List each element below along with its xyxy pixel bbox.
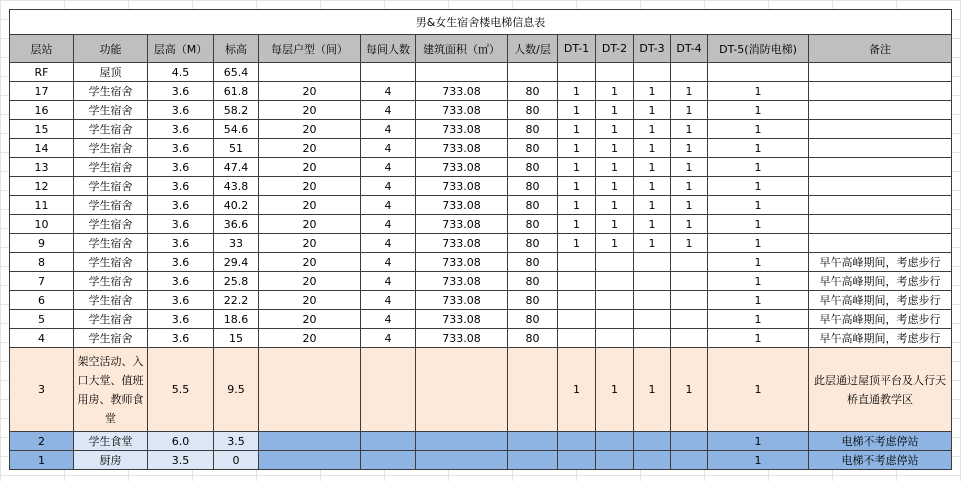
cell-persons-per-floor[interactable]: 80: [508, 196, 558, 215]
table-row: [10, 120, 952, 139]
cell-dt5[interactable]: 1: [708, 120, 809, 139]
cell-dt3[interactable]: [634, 310, 671, 329]
header-persons-per-unit[interactable]: 每间人数: [361, 35, 416, 63]
cell-floor-area[interactable]: 733.08: [416, 196, 508, 215]
cell-floor-area[interactable]: 733.08: [416, 139, 508, 158]
cell-dt1[interactable]: 1: [558, 82, 596, 101]
cell-function[interactable]: 学生宿舍: [74, 215, 148, 234]
cell-persons-per-unit[interactable]: 4: [361, 291, 416, 310]
cell-persons-per-unit[interactable]: 4: [361, 120, 416, 139]
cell-dt2[interactable]: 1: [596, 215, 634, 234]
cell-floor[interactable]: 8: [10, 253, 74, 272]
cell-function[interactable]: 学生宿舍: [74, 310, 148, 329]
cell-dt2[interactable]: [596, 253, 634, 272]
cell-dt5[interactable]: 1: [708, 451, 809, 470]
cell-floor-area[interactable]: 733.08: [416, 82, 508, 101]
cell-dt5[interactable]: 1: [708, 196, 809, 215]
cell-dt4[interactable]: 1: [671, 120, 708, 139]
cell-floor-area[interactable]: 733.08: [416, 272, 508, 291]
cell-dt1[interactable]: [558, 272, 596, 291]
cell-persons-per-floor[interactable]: [508, 63, 558, 82]
cell-dt3[interactable]: 1: [634, 348, 671, 432]
cell-dt1[interactable]: [558, 329, 596, 348]
cell-dt3[interactable]: [634, 329, 671, 348]
cell-elevation[interactable]: 36.6: [214, 215, 259, 234]
cell-floor-height[interactable]: 3.6: [148, 310, 214, 329]
cell-dt5[interactable]: 1: [708, 272, 809, 291]
cell-note[interactable]: 早午高峰期间，考虑步行: [809, 310, 952, 329]
cell-floor-area[interactable]: [416, 432, 508, 451]
cell-dt5[interactable]: 1: [708, 329, 809, 348]
cell-persons-per-unit[interactable]: 4: [361, 253, 416, 272]
cell-dt2[interactable]: [596, 451, 634, 470]
cell-units-per-floor[interactable]: 20: [259, 234, 361, 253]
cell-persons-per-unit[interactable]: [361, 432, 416, 451]
cell-note[interactable]: [809, 101, 952, 120]
cell-function[interactable]: 学生宿舍: [74, 82, 148, 101]
cell-dt3[interactable]: [634, 291, 671, 310]
cell-persons-per-unit[interactable]: 4: [361, 329, 416, 348]
table-row: [10, 272, 952, 291]
cell-persons-per-unit[interactable]: 4: [361, 139, 416, 158]
cell-dt2[interactable]: 1: [596, 234, 634, 253]
cell-elevation[interactable]: 33: [214, 234, 259, 253]
cell-dt2[interactable]: [596, 63, 634, 82]
cell-units-per-floor[interactable]: [259, 63, 361, 82]
cell-persons-per-unit[interactable]: 4: [361, 101, 416, 120]
cell-floor[interactable]: 9: [10, 234, 74, 253]
table-row: [10, 253, 952, 272]
cell-persons-per-unit[interactable]: 4: [361, 234, 416, 253]
cell-floor-area[interactable]: 733.08: [416, 291, 508, 310]
table-row: [10, 329, 952, 348]
cell-persons-per-floor[interactable]: 80: [508, 177, 558, 196]
cell-persons-per-unit[interactable]: 4: [361, 177, 416, 196]
cell-dt3[interactable]: 1: [634, 101, 671, 120]
cell-note[interactable]: 早午高峰期间，考虑步行: [809, 291, 952, 310]
cell-persons-per-unit[interactable]: 4: [361, 215, 416, 234]
cell-dt3[interactable]: [634, 272, 671, 291]
cell-function[interactable]: 学生宿舍: [74, 139, 148, 158]
cell-persons-per-floor[interactable]: 80: [508, 215, 558, 234]
cell-dt1[interactable]: [558, 432, 596, 451]
cell-note[interactable]: 电梯不考虑停站: [809, 432, 952, 451]
cell-floor-area[interactable]: 733.08: [416, 101, 508, 120]
cell-dt3[interactable]: 1: [634, 215, 671, 234]
cell-persons-per-floor[interactable]: 80: [508, 272, 558, 291]
cell-units-per-floor[interactable]: 20: [259, 253, 361, 272]
cell-elevation[interactable]: 54.6: [214, 120, 259, 139]
header-dt5[interactable]: DT-5(消防电梯): [708, 35, 809, 63]
cell-floor-area[interactable]: 733.08: [416, 120, 508, 139]
cell-floor[interactable]: 11: [10, 196, 74, 215]
cell-persons-per-floor[interactable]: 80: [508, 329, 558, 348]
cell-dt2[interactable]: 1: [596, 196, 634, 215]
cell-dt2[interactable]: [596, 432, 634, 451]
cell-note[interactable]: [809, 82, 952, 101]
cell-dt4[interactable]: [671, 253, 708, 272]
cell-persons-per-unit[interactable]: [361, 348, 416, 432]
cell-floor-height[interactable]: 3.6: [148, 291, 214, 310]
cell-dt4[interactable]: 1: [671, 196, 708, 215]
cell-persons-per-floor[interactable]: 80: [508, 82, 558, 101]
cell-elevation[interactable]: 65.4: [214, 63, 259, 82]
cell-floor-area[interactable]: 733.08: [416, 310, 508, 329]
cell-dt4[interactable]: [671, 63, 708, 82]
table-row: [10, 101, 952, 120]
cell-note[interactable]: [809, 158, 952, 177]
header-floor-area[interactable]: 建筑面积（㎡）: [416, 35, 508, 63]
header-dt4[interactable]: DT-4: [671, 35, 708, 63]
cell-dt4[interactable]: 1: [671, 348, 708, 432]
table-row: [10, 82, 952, 101]
cell-floor[interactable]: 12: [10, 177, 74, 196]
cell-floor-height[interactable]: 3.6: [148, 234, 214, 253]
header-elevation[interactable]: 标高: [214, 35, 259, 63]
cell-persons-per-floor[interactable]: 80: [508, 310, 558, 329]
cell-function[interactable]: 学生食堂: [74, 432, 148, 451]
cell-dt4[interactable]: [671, 291, 708, 310]
cell-note[interactable]: 早午高峰期间，考虑步行: [809, 329, 952, 348]
cell-dt5[interactable]: 1: [708, 101, 809, 120]
cell-dt3[interactable]: [634, 451, 671, 470]
cell-floor[interactable]: 1: [10, 451, 74, 470]
cell-units-per-floor[interactable]: 20: [259, 272, 361, 291]
header-row: [10, 35, 952, 63]
cell-dt5[interactable]: [708, 63, 809, 82]
cell-floor[interactable]: 17: [10, 82, 74, 101]
cell-elevation[interactable]: 47.4: [214, 158, 259, 177]
cell-floor[interactable]: 16: [10, 101, 74, 120]
cell-dt5[interactable]: 1: [708, 310, 809, 329]
cell-dt5[interactable]: 1: [708, 139, 809, 158]
cell-dt5[interactable]: 1: [708, 432, 809, 451]
cell-dt3[interactable]: 1: [634, 120, 671, 139]
cell-dt2[interactable]: 1: [596, 177, 634, 196]
cell-persons-per-floor[interactable]: 80: [508, 234, 558, 253]
cell-dt1[interactable]: 1: [558, 215, 596, 234]
cell-dt4[interactable]: [671, 451, 708, 470]
cell-dt3[interactable]: 1: [634, 196, 671, 215]
cell-floor-height[interactable]: 3.6: [148, 215, 214, 234]
cell-units-per-floor[interactable]: 20: [259, 158, 361, 177]
table-row: [10, 291, 952, 310]
cell-dt1[interactable]: [558, 63, 596, 82]
cell-floor-area[interactable]: 733.08: [416, 234, 508, 253]
cell-function[interactable]: 架空活动、入口大堂、值班用房、教师食堂: [74, 348, 148, 432]
cell-function[interactable]: 学生宿舍: [74, 329, 148, 348]
cell-note[interactable]: [809, 63, 952, 82]
cell-elevation[interactable]: 22.2: [214, 291, 259, 310]
cell-dt3[interactable]: 1: [634, 139, 671, 158]
cell-floor-height[interactable]: 3.6: [148, 329, 214, 348]
cell-persons-per-unit[interactable]: 4: [361, 196, 416, 215]
cell-function[interactable]: 学生宿舍: [74, 234, 148, 253]
cell-dt2[interactable]: 1: [596, 139, 634, 158]
cell-function[interactable]: 学生宿舍: [74, 196, 148, 215]
cell-dt2[interactable]: [596, 329, 634, 348]
cell-units-per-floor[interactable]: 20: [259, 120, 361, 139]
cell-function[interactable]: 厨房: [74, 451, 148, 470]
cell-persons-per-unit[interactable]: 4: [361, 82, 416, 101]
elevator-info-table: [9, 9, 952, 470]
cell-floor-height[interactable]: 3.6: [148, 196, 214, 215]
table-row: [10, 196, 952, 215]
cell-floor-height[interactable]: 3.6: [148, 120, 214, 139]
cell-dt2[interactable]: 1: [596, 158, 634, 177]
cell-dt5[interactable]: 1: [708, 158, 809, 177]
cell-dt1[interactable]: 1: [558, 120, 596, 139]
cell-dt3[interactable]: [634, 432, 671, 451]
cell-units-per-floor[interactable]: 20: [259, 196, 361, 215]
cell-note[interactable]: [809, 234, 952, 253]
cell-elevation[interactable]: 25.8: [214, 272, 259, 291]
cell-dt3[interactable]: [634, 253, 671, 272]
cell-dt5[interactable]: 1: [708, 348, 809, 432]
cell-dt2[interactable]: [596, 310, 634, 329]
cell-dt4[interactable]: [671, 310, 708, 329]
cell-note[interactable]: [809, 120, 952, 139]
cell-persons-per-floor[interactable]: 80: [508, 158, 558, 177]
cell-function[interactable]: 学生宿舍: [74, 101, 148, 120]
cell-elevation[interactable]: 29.4: [214, 253, 259, 272]
table-title[interactable]: 男&女生宿舍楼电梯信息表: [10, 10, 952, 35]
cell-floor-area[interactable]: 733.08: [416, 253, 508, 272]
cell-elevation[interactable]: 15: [214, 329, 259, 348]
cell-note[interactable]: [809, 215, 952, 234]
cell-floor-height[interactable]: 3.5: [148, 451, 214, 470]
cell-elevation[interactable]: 18.6: [214, 310, 259, 329]
cell-dt5[interactable]: 1: [708, 82, 809, 101]
cell-floor[interactable]: 7: [10, 272, 74, 291]
cell-floor[interactable]: 14: [10, 139, 74, 158]
cell-note[interactable]: 早午高峰期间，考虑步行: [809, 253, 952, 272]
cell-persons-per-unit[interactable]: 4: [361, 310, 416, 329]
cell-persons-per-floor[interactable]: [508, 451, 558, 470]
cell-function[interactable]: 学生宿舍: [74, 158, 148, 177]
cell-floor[interactable]: RF: [10, 63, 74, 82]
cell-note[interactable]: [809, 139, 952, 158]
cell-dt1[interactable]: 1: [558, 196, 596, 215]
cell-dt4[interactable]: 1: [671, 82, 708, 101]
cell-dt2[interactable]: 1: [596, 348, 634, 432]
cell-floor-height[interactable]: 3.6: [148, 101, 214, 120]
cell-persons-per-unit[interactable]: 4: [361, 158, 416, 177]
cell-floor[interactable]: 15: [10, 120, 74, 139]
cell-persons-per-floor[interactable]: 80: [508, 101, 558, 120]
cell-floor[interactable]: 6: [10, 291, 74, 310]
cell-units-per-floor[interactable]: 20: [259, 101, 361, 120]
header-dt1[interactable]: DT-1: [558, 35, 596, 63]
cell-dt2[interactable]: 1: [596, 120, 634, 139]
cell-floor-area[interactable]: 733.08: [416, 177, 508, 196]
cell-units-per-floor[interactable]: 20: [259, 215, 361, 234]
cell-floor-area[interactable]: [416, 348, 508, 432]
cell-dt5[interactable]: 1: [708, 291, 809, 310]
cell-floor-height[interactable]: 3.6: [148, 158, 214, 177]
header-dt2[interactable]: DT-2: [596, 35, 634, 63]
cell-persons-per-unit[interactable]: [361, 63, 416, 82]
cell-units-per-floor[interactable]: [259, 451, 361, 470]
cell-units-per-floor[interactable]: 20: [259, 291, 361, 310]
cell-floor-area[interactable]: 733.08: [416, 215, 508, 234]
header-note[interactable]: 备注: [809, 35, 952, 63]
cell-dt1[interactable]: 1: [558, 139, 596, 158]
table-row: [10, 139, 952, 158]
cell-dt1[interactable]: 1: [558, 348, 596, 432]
cell-elevation[interactable]: 51: [214, 139, 259, 158]
cell-function[interactable]: 屋顶: [74, 63, 148, 82]
cell-persons-per-floor[interactable]: 80: [508, 253, 558, 272]
cell-floor-area[interactable]: 733.08: [416, 329, 508, 348]
cell-persons-per-floor[interactable]: 80: [508, 291, 558, 310]
cell-units-per-floor[interactable]: 20: [259, 310, 361, 329]
cell-dt5[interactable]: 1: [708, 234, 809, 253]
cell-floor[interactable]: 13: [10, 158, 74, 177]
cell-floor-height[interactable]: 3.6: [148, 82, 214, 101]
header-dt3[interactable]: DT-3: [634, 35, 671, 63]
table-row: [10, 215, 952, 234]
cell-floor-height[interactable]: 3.6: [148, 253, 214, 272]
cell-dt1[interactable]: [558, 253, 596, 272]
cell-note[interactable]: 早午高峰期间，考虑步行: [809, 272, 952, 291]
table-row: [10, 234, 952, 253]
cell-units-per-floor[interactable]: [259, 432, 361, 451]
cell-dt1[interactable]: 1: [558, 177, 596, 196]
cell-dt4[interactable]: 1: [671, 177, 708, 196]
cell-function[interactable]: 学生宿舍: [74, 120, 148, 139]
header-units-per-floor[interactable]: 每层户型（间）: [259, 35, 361, 63]
cell-dt1[interactable]: [558, 310, 596, 329]
cell-dt4[interactable]: 1: [671, 158, 708, 177]
cell-dt5[interactable]: 1: [708, 253, 809, 272]
table-row: [10, 177, 952, 196]
cell-dt1[interactable]: [558, 451, 596, 470]
cell-units-per-floor[interactable]: 20: [259, 329, 361, 348]
cell-note[interactable]: 电梯不考虑停站: [809, 451, 952, 470]
cell-persons-per-floor[interactable]: 80: [508, 120, 558, 139]
cell-function[interactable]: 学生宿舍: [74, 272, 148, 291]
cell-floor-height[interactable]: 3.6: [148, 177, 214, 196]
cell-floor[interactable]: 3: [10, 348, 74, 432]
table-row: [10, 432, 952, 451]
table-row: [10, 158, 952, 177]
cell-persons-per-floor[interactable]: [508, 432, 558, 451]
cell-dt4[interactable]: [671, 272, 708, 291]
cell-persons-per-unit[interactable]: [361, 451, 416, 470]
cell-dt3[interactable]: [634, 63, 671, 82]
cell-persons-per-unit[interactable]: 4: [361, 272, 416, 291]
table-row: [10, 451, 952, 470]
header-floor[interactable]: 层站: [10, 35, 74, 63]
cell-dt1[interactable]: 1: [558, 158, 596, 177]
cell-floor[interactable]: 2: [10, 432, 74, 451]
cell-dt5[interactable]: 1: [708, 215, 809, 234]
cell-elevation[interactable]: 40.2: [214, 196, 259, 215]
cell-dt2[interactable]: 1: [596, 101, 634, 120]
cell-dt1[interactable]: [558, 291, 596, 310]
cell-floor[interactable]: 5: [10, 310, 74, 329]
cell-persons-per-floor[interactable]: 80: [508, 139, 558, 158]
cell-dt2[interactable]: 1: [596, 82, 634, 101]
cell-dt5[interactable]: 1: [708, 177, 809, 196]
cell-dt4[interactable]: [671, 432, 708, 451]
cell-floor-height[interactable]: 6.0: [148, 432, 214, 451]
cell-elevation[interactable]: 43.8: [214, 177, 259, 196]
table-row: [10, 63, 952, 82]
table-row-floor-3: [10, 348, 952, 432]
cell-dt3[interactable]: 1: [634, 234, 671, 253]
cell-units-per-floor[interactable]: 20: [259, 177, 361, 196]
cell-function[interactable]: 学生宿舍: [74, 291, 148, 310]
cell-dt4[interactable]: 1: [671, 101, 708, 120]
cell-floor[interactable]: 10: [10, 215, 74, 234]
header-function[interactable]: 功能: [74, 35, 148, 63]
cell-dt3[interactable]: 1: [634, 177, 671, 196]
cell-units-per-floor[interactable]: [259, 348, 361, 432]
cell-note[interactable]: [809, 177, 952, 196]
cell-note[interactable]: [809, 196, 952, 215]
cell-function[interactable]: 学生宿舍: [74, 253, 148, 272]
cell-elevation[interactable]: 3.5: [214, 432, 259, 451]
cell-elevation[interactable]: 9.5: [214, 348, 259, 432]
cell-floor-area[interactable]: [416, 63, 508, 82]
cell-elevation[interactable]: 58.2: [214, 101, 259, 120]
cell-dt4[interactable]: [671, 329, 708, 348]
cell-function[interactable]: 学生宿舍: [74, 177, 148, 196]
cell-persons-per-floor[interactable]: [508, 348, 558, 432]
cell-floor-area[interactable]: 733.08: [416, 158, 508, 177]
table-row: [10, 310, 952, 329]
cell-dt3[interactable]: 1: [634, 158, 671, 177]
cell-dt3[interactable]: 1: [634, 82, 671, 101]
cell-units-per-floor[interactable]: 20: [259, 82, 361, 101]
cell-floor-area[interactable]: [416, 451, 508, 470]
cell-dt2[interactable]: [596, 291, 634, 310]
cell-note[interactable]: 此层通过屋顶平台及人行天桥直通教学区: [809, 348, 952, 432]
cell-units-per-floor[interactable]: 20: [259, 139, 361, 158]
cell-floor-height[interactable]: 4.5: [148, 63, 214, 82]
header-floor-height[interactable]: 层高（M）: [148, 35, 214, 63]
cell-elevation[interactable]: 0: [214, 451, 259, 470]
cell-dt4[interactable]: 1: [671, 215, 708, 234]
cell-floor-height[interactable]: 5.5: [148, 348, 214, 432]
cell-floor[interactable]: 4: [10, 329, 74, 348]
cell-floor-height[interactable]: 3.6: [148, 139, 214, 158]
cell-dt1[interactable]: 1: [558, 234, 596, 253]
cell-dt2[interactable]: [596, 272, 634, 291]
cell-floor-height[interactable]: 3.6: [148, 272, 214, 291]
cell-dt1[interactable]: 1: [558, 101, 596, 120]
header-persons-per-floor[interactable]: 人数/层: [508, 35, 558, 63]
cell-dt4[interactable]: 1: [671, 234, 708, 253]
cell-dt4[interactable]: 1: [671, 139, 708, 158]
cell-elevation[interactable]: 61.8: [214, 82, 259, 101]
